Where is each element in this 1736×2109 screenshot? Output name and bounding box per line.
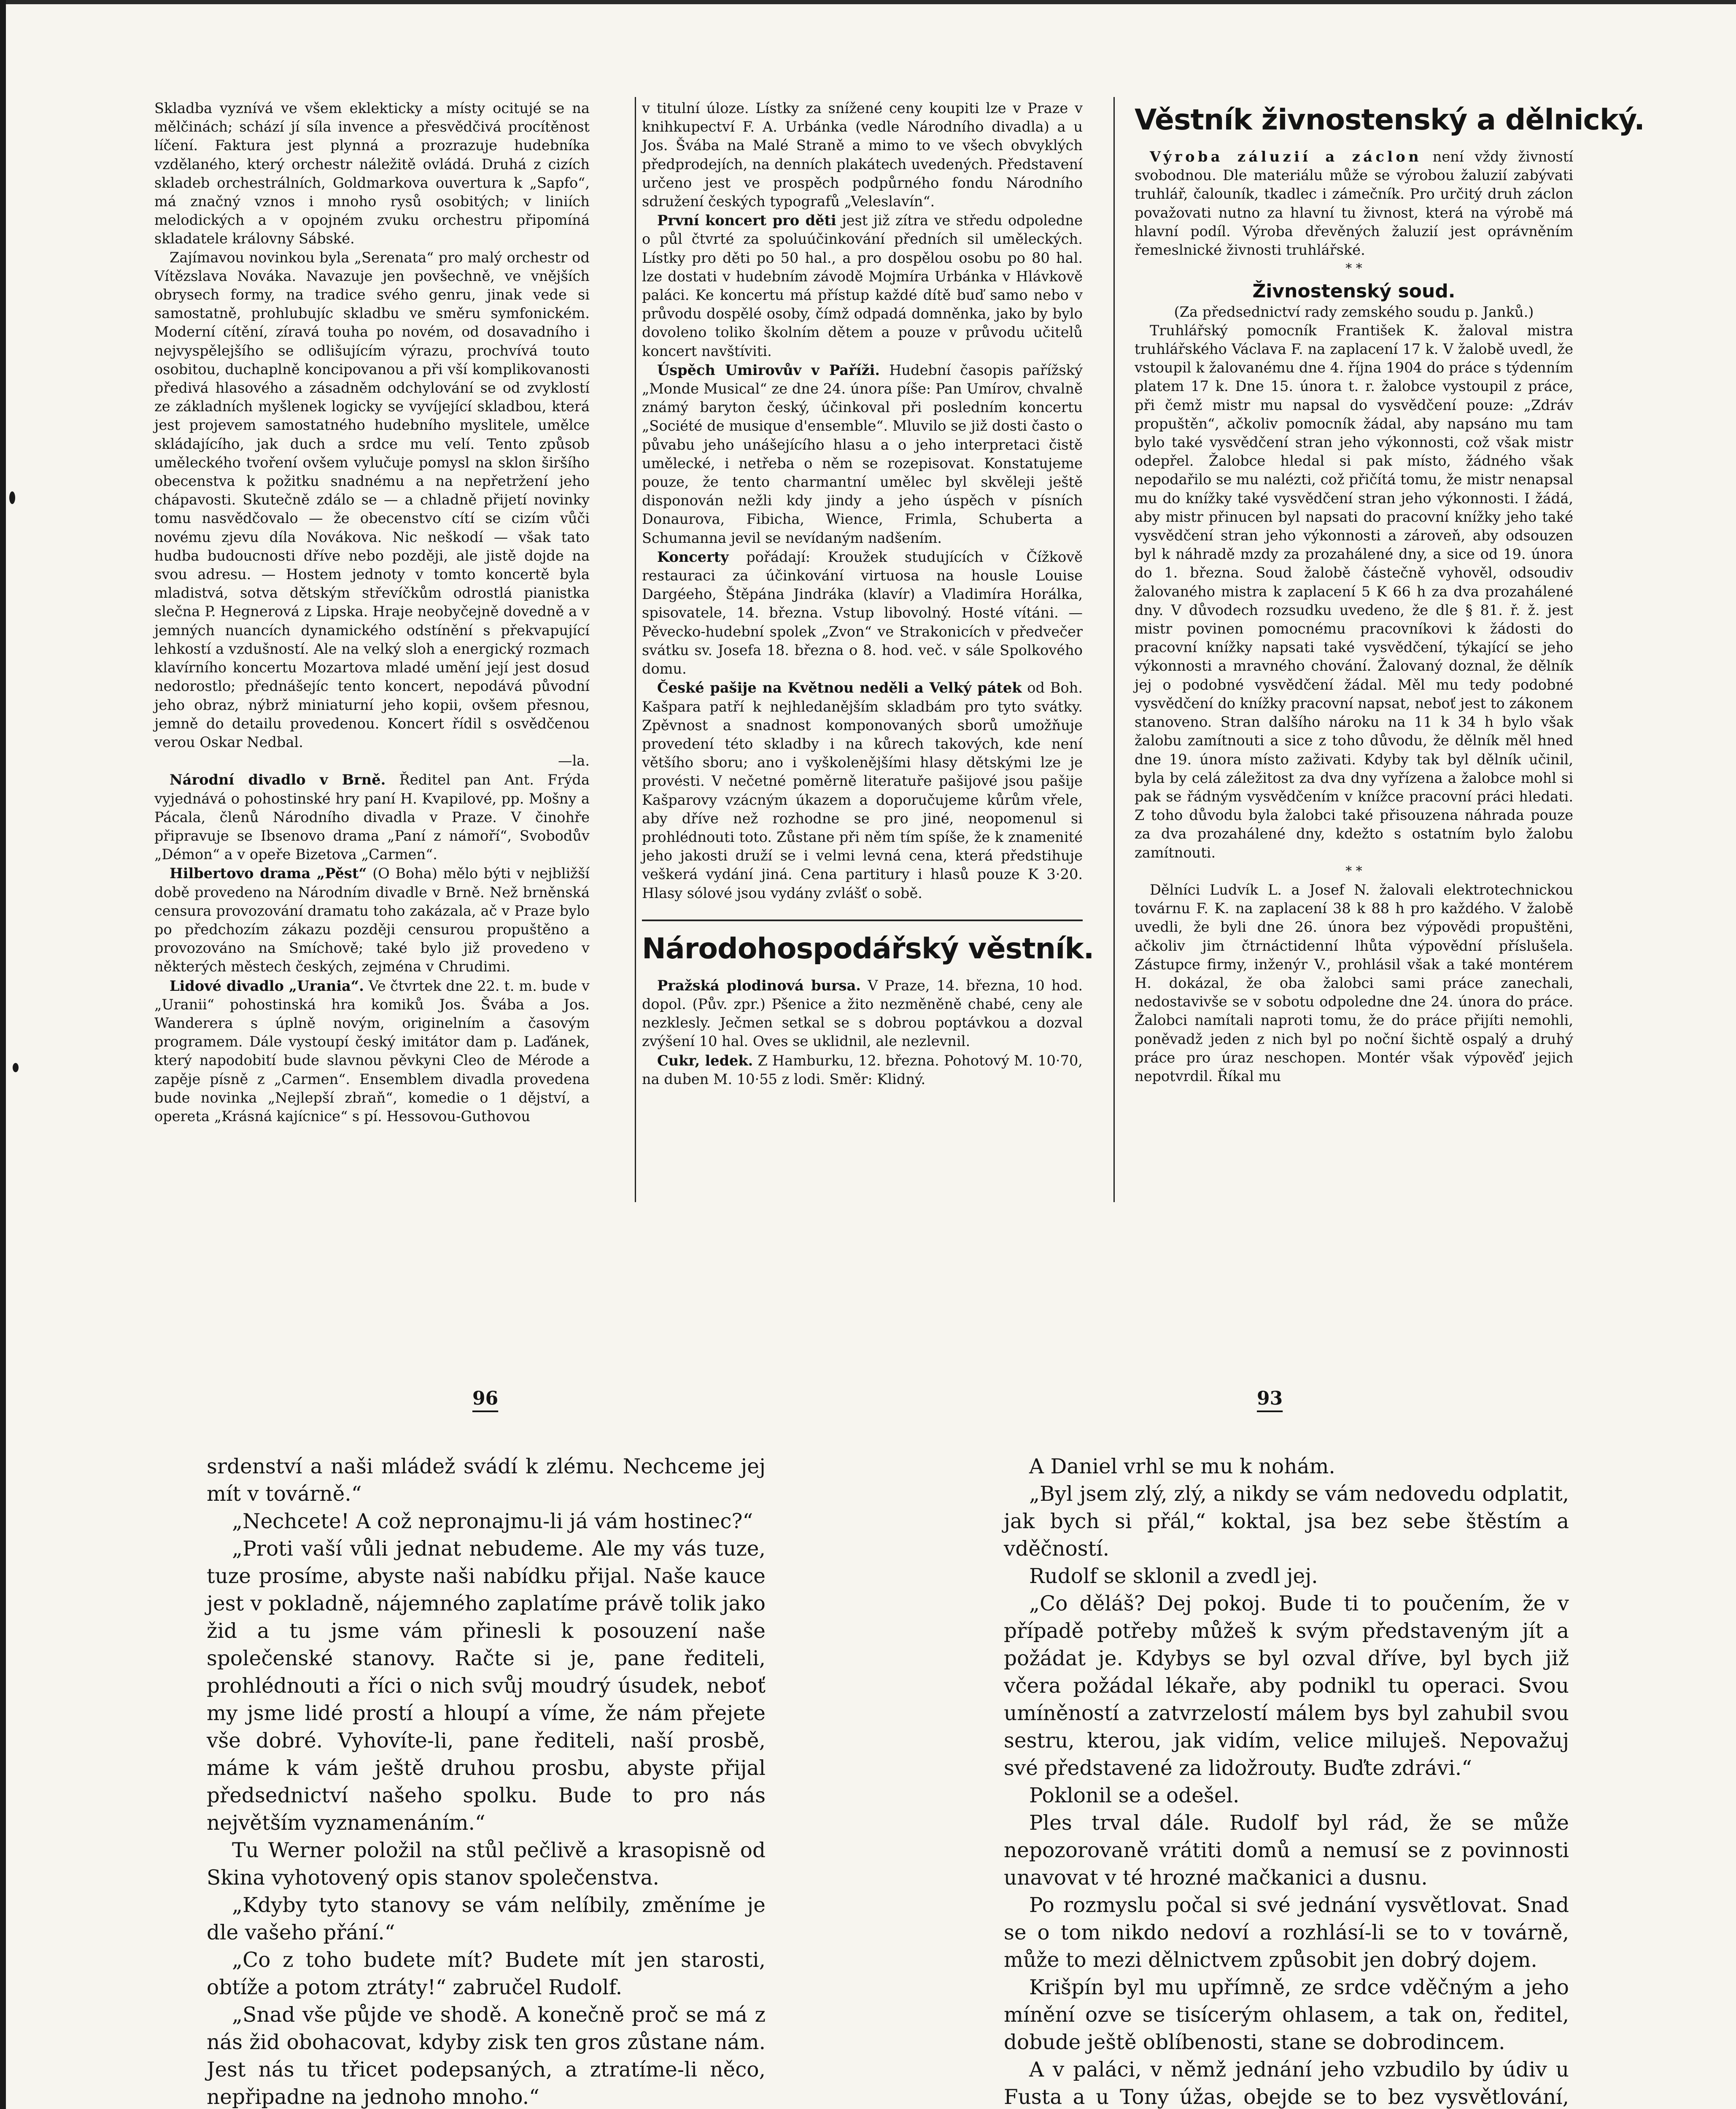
news-column-left [154,99,590,1126]
article-heading: Výroba záluzií a záclon [1150,148,1422,165]
separator-stars: * * [1345,261,1362,276]
article-text: v titulní úloze. Lístky za snížené ceny koupiti lze v Praze v knihkupectví F. A. Urbánka (vedle Národního divadla) a u Jos. Švába na Malé Straně a mimo to ve všech obvyklých předprodejích, na denních plakátech uvedených. Představení určeno jest ve prospěch podpůrného fondu Národního sdružení českých typografů „Veleslavín“. [642,100,1083,210]
book-paragraph: „Co z toho budete mít? Budete mít jen starosti, obtíže a potom ztráty!“ zabručel Rudolf. [207,1948,766,1999]
book-paragraph: „Byl jsem zlý, zlý, a nikdy se vám nedovedu odplatit, jak bych si přál,“ koktal, jsa bez sebe štěstím a vděčností. [1004,1482,1569,1561]
article-heading: Cukr, ledek. [657,1052,753,1069]
article-text: (O Boha) mělo býti v nejbližší době provedeno na Národním divadle v Brně. Než brněnská censura provozování dramatu toho zakázala, ač v Praze bylo po předchozím zákazu později censurou propuštěno a provozováno na Smíchově; také bylo již provedeno v některých městech českých, zejména v Chrudimi. [154,865,590,975]
article-heading: Úspěch Umirovův v Paříži. [657,361,880,378]
article-heading: Koncerty [657,548,729,565]
article-text: Z Hamburku, 12. března. Pohotový M. 10·70, na duben M. 10·55 z lodi. Směr: Klidný. [642,1052,1083,1087]
book-paragraph: Po rozmyslu počal si své jednání vysvětlovat. Snad se o tom nikdo nedoví a rozhlásí-li se to v továrně, může to mezi dělnictvem způsobit jen dobrý dojem. [1004,1893,1569,1972]
court-title: Živnostenský soud. [1252,280,1456,302]
article-heading: Národní divadlo v Brně. [170,771,386,788]
book-paragraph: „Kdyby tyto stanovy se vám nelíbily, změníme je dle vašeho přání.“ [207,1893,766,1944]
court-note: (Za předsednictví rady zemského soudu p. Janků.) [1174,303,1534,320]
article-blinds [1135,147,1573,259]
article-umirov-paris [642,361,1083,547]
article-signature: —la. [558,752,590,769]
article-text: Zajímavou novinkou byla „Serenata“ pro malý orchestr od Vítězslava Nováka. Navazuje jen povšechně, ve vnějších obrysech formy, na tradice svého genru, jinak vede si samostatně, prohlubujíc skladbu ve směru symfonickém. Moderní cítění, zíravá touha po novém, od dosavadního i nejvyspělejšího se odlišujícím výrazu, prochvívá touto osobitou, duchaplně koncipovanou a při vší komplikovanosti předivá hlasového a zásadněm odchylování se od zvyklostí ze základních myšlenek logicky se vyvíjející skladbou, která jest projevem samostatného hudebního myslitele, umělce skládajícího, jak duch a srdce mu velí. Tento způsob uměleckého tvoření ovšem vylučuje pomysl na sklon širšího obecenstva k požitku snadnému a na nepřetržení jeho chápavosti. Skutečně zdálo se — a chladně přijetí novinky tomu nasvědčovalo — že obecenstvo cítí se cizím vůči novému zjevu díla Novákova. Nic neškodí — však tato hudba budoucnosti dříve nebo později, ale jistě dojde na svou adresu. — Hostem jednoty v tomto koncertě byla mladistvá, sotva dětským střevíčkům odrostlá pianistka slečna P. Hegnerová z Lipska. Hraje neobyčejně dovedně a v jemných nuancích dynamického odstínění s překvapující lehkostí a vzdušností. Ale na velký sloh a energický rozmach klavírního koncertu Mozartova mladé umění její jest dosud nedorostlo; přednášejíc tento koncert, nepodává původní jeho obraz, nýbrž miniaturní jeho kopii, ovšem přesnou, jemně do detailu provedenou. Koncert řídil s osvědčenou verou Oskar Nedbal. [154,249,590,750]
article-text: Skladba vyznívá ve všem eklekticky a místy ocitujé se na mělčinách; schází jí síla invence a přesvědčivá procítěnost líčení. Faktura jest plynná a prozrazuje hudebníka vzdělaného, který orchestr náležitě ovládá. Druhá z cizích skladeb orchestrálních, Goldmarkova ouvertura k „Sapfo“, má značný vznos i mnoho rysů osobitých; v liniích melodických a v opojném zvuku orchestru připomíná skladatele královny Sábské. [154,100,590,247]
article-passions [642,678,1083,902]
article-heading: Pražská plodinová bursa. [657,976,861,994]
article-national-theatre-brno [154,770,590,864]
article-text: jest již zítra ve středu odpoledne o půl čtvrté za spoluúčinkování předních sil uměleckých. Lístky pro děti po 50 hal., a pro dospělou osobu po 80 hal. lze dostati v hudebním závodě Mojmíra Urbánka v Hlávkově paláci. Ke koncertu má přístup každé dítě buď samo nebo v průvodu dospělé osoby, čímž odpadá domněnka, jako by bylo dovoleno toliko školním dětem a pouze v průvodu učitelů koncert navštíviti. [642,212,1083,359]
book-paragraph: A v paláci, v němž jednání jeho vzbudilo by údiv u Fusta a u Tony úžas, obejde se to bez vysvětlování, [1004,2058,1569,2109]
scan-edge-top [0,0,1736,4]
section-divider [642,920,1083,921]
section-title-trade: Věstník živnostenský a dělnický. [1135,103,1644,137]
article-text: Dělníci Ludvík L. a Josef N. žalovali elektrotechnickou továrnu F. K. na zaplacení 38 k 88 h pro každého. V žalobě uvedli, že byli dne 26. února bez výpovědi propuštěni, ačkoliv jim čtrnáctidenní lhůta výpovědní příslušela. Zástupce firmy, inženýr V., prohlásil však a také montérem H. dokázal, že oba žalobci sami práce zanechali, nedostavivše se v sobotu odpoledne dne 24. února do práce. Žalobci namítali naproti tomu, že do práce přijíti nemohli, poněvadž jeden z nich byl po noční šichtě ospalý a druhý práce pro úraz neschopen. Montér však výpověď jejich nepotvrdil. Říkal mu [1135,881,1573,1084]
book-paragraph: „Proti vaší vůli jednat nebudeme. Ale my vás tuze, tuze prosíme, abyste naši nabídku přijal. Naše kauce jest v pokladně, nájemného zaplatíme právě tolik jako žid a tu jsme vám přinesli k posouzení naše společenské stanovy. Račte si je, pane řediteli, prohlédnouti a říci o nich svůj moudrý úsudek, neboť my jsme lidé prostí a hloupí a víme, že nám přejete vše dobré. Vyhovíte-li, pane řediteli, naší prosbě, máme k vám ještě druhou prosbu, abyste přijal předsednictví našeho spolku. Bude to pro nás největším vyznamenáním.“ [207,1537,766,1835]
article-children-concert [642,211,1083,361]
article-grain-exchange [642,976,1083,1051]
article-heading: České pašije na Květnou neděli a Velký pátek [657,679,1022,696]
book-paragraph: „Co děláš? Dej pokoj. Bude ti to poučením, že v případě potřeby můžeš k svým představeným jít a požádat je. Kdybys se byl ozval dříve, byl bych již včera požádal lékaře, aby podnikl tu operaci. Svou umíněností a zatvrzelostí málem bys byl zahubil svou sestru, kterou, jak vidím, velice miluješ. Nepovažuj své představené za lidožrouty. Buďte zdrávi.“ [1004,1592,1569,1780]
article-urania [154,976,590,1126]
scan-blemish [9,491,15,504]
article-concerts [642,547,1083,678]
article-text: pořádají: Kroužek studujících v Čížkově restauraci za účinkování virtuosa na housle Louise Dargéeho, Štěpána Jindráka (klavír) a Vladimíra Horálka, spisovatele, 14. března. Vstup libovolný. Hosté vítáni. — Pěvecko-hudební spolek „Zvon“ ve Strakonicích v předvečer svátku sv. Josefa 18. března o 8. hod. več. v sále Spolkového domu. [642,548,1083,677]
article-text: Truhlářský pomocník František K. žaloval mistra truhlářského Václava F. na zaplacení 17 k. V žalobě uvedl, že vstoupil k žalovanému dne 4. října 1904 do práce s týdenním platem 17 k. Dne 15. února t. r. žalobce vystoupil z práce, při čemž mistr mu napsal do vysvědčení pouze: „Zdráv propuštěn“, ačkoliv pomocník žádal, aby napsáno mu tam bylo také vysvědčení stran jeho výkonnosti, což však mistr odepřel. Žalobce hledal si pak místo, žádného však nepodařilo se mu nalézti, což přičítá tomu, že mistr nenapsal mu do knížky také vysvědčení stran jeho výkonnosti. I žádá, aby mistr přinucen byl napsati do pracovní knížky jeho také vysvědčení stran jeho výkonnosti a zároveň, aby odsouzen byl k náhradě mzdy za prozahálené dny, a sice od 19. února do 1. března. Soud žalobě částečně vyhověl, odsoudiv žalovaného mistra k zaplacení 5 K 66 h za dva prozahálené dny. V důvodech rozsudku uvedeno, že dle § 81. ř. ž. jest mistr povinen pomocnému pracovníkovi k žádosti do pracovní knížky napsati také vysvědčení, týkající se jeho výkonnosti a mravného chování. Žalovaný doznal, že dělník jej o podobné vysvědčení žádal. Měl mu tedy podobné vysvědčení do knížky pracovní napsat, neboť jest to zákonem stanoveno. Stran dalšího nároku na 11 k 34 h bylo však žalobu zamítnouti a sice z toho důvodu, že dělník měl hned dne 19. února místo zaživati. Kdyby tak byl dělník učinil, byla by celá záležitost za dva dny vyřízena a žalobce mohl si pak se řádným vysvědčením v knížce pracovní práci hledati. Z toho důvodu byla žalobci také přisouzena náhrada pouze za dva prozahálené dny, kdežto s ostatním bylo žalobu zamítnouti. [1135,322,1573,861]
book-page-right [1004,1453,1569,2109]
book-paragraph: Krišpín byl mu upřímně, ze srdce vděčným a jeho mínění ozve se tisícerým ohlasem, a tak on, ředitel, dobude ještě oblíbenosti, stane se dobrodincem. [1004,1976,1569,2054]
section-title-economy: Národohospodářský věstník. [642,932,1094,966]
book-paragraph: „Nechcete! A což nepronajmu-li já vám hostinec?“ [232,1510,753,1533]
article-heading: První koncert pro děti [657,212,836,229]
page-number-left: 96 [472,1388,499,1409]
scan-edge-left [0,0,6,2109]
article-heading: Lidové divadlo „Urania“. [170,977,364,994]
article-text: V Praze, 14. března, 10 hod. dopol. (Pův. zpr.) Pšenice a žito nezměněně chabé, ceny ale nezklesly. Ječmen setkal se s dobrou poptávkou a dozval zvýšení 10 hal. Oves se uklidnil, ale nezlevnil. [642,977,1083,1050]
article-text: Ředitel pan Ant. Frýda vyjednává o pohostinské hry paní H. Kvapilové, pp. Mošny a Pácala, členů Národního divadla v Praze. V činohře připravuje se Ibsenovo drama „Paní z námoří“, Svobodův „Démon“ a v opeře Bizetova „Carmen“. [154,771,590,863]
article-text: není vždy živností svobodnou. Dle materiálu může se výrobou žaluzií zabývati truhlář, čalouník, tkadlec i zámečník. Pro určitý druh záclon považovati nutno za hlavní tu živnost, která na výrobě má hlavní podíl. Výroba dřevěných žaluzií jest oprávněním řemeslnické živnosti truhlářské. [1135,148,1573,259]
news-column-right [1135,99,1644,1086]
article-text: Hudební časopis pařížský „Monde Musical“ ze dne 24. února píše: Pan Umírov, chvalně známý baryton český, účinkoval při posledním koncertu „Société de musique d'ensemble“. Mluvilo se již dosti často o půvabu jeho unášejícího hlasu a o jeho interpretaci čistě umělecké, i netřeba o něm se rozepisovat. Konstatujeme pouze, že tento charmantní umělec byl skvěleji ještě disponován nežli kdy jindy a jeho úspěch v písních Donaurova, Fibicha, Wience, Frimla, Schuberta a Schumanna jevil se nevídaným nadšením. [642,361,1083,546]
article-text: Ve čtvrtek dne 22. t. m. bude v „Uranii“ pohostinská hra komiků Jos. Švába a Jos. Wanderera s úplně novým, originelním a časovým programem. Dále vystoupí český imitátor dam p. Laďánek, který napodobití bude slavnou pěvkyni Cleo de Mérode a zapěje písně z „Carmen“. Ensemblem divadla provedena bude novinka „Nejlepší zbraň“, komedie o 1 dějství, a opereta „Krásná kajícnice“ s pí. Hessovou-Guthovou [154,977,590,1125]
column-rule [1113,97,1115,1202]
book-paragraph: Ples trval dále. Rudolf byl rád, že se může nepozorovaně vrátiti domů a nemusí se z povinnosti unavovat v té hrozné mačkanici a dusnu. [1004,1811,1569,1890]
book-paragraph: Poklonil se a odešel. [1029,1784,1240,1807]
separator-stars: * * [1345,863,1362,879]
book-page-left [207,1453,766,2109]
article-hilbert-drama [154,864,590,976]
book-paragraph: Rudolf se sklonil a zvedl jej. [1029,1564,1318,1588]
scan-blemish [13,1063,19,1072]
book-paragraph: A Daniel vrhl se mu k nohám. [1029,1455,1335,1478]
article-heading: Hilbertovo drama „Pěst“ [170,865,367,882]
article-text: od Boh. Kašpara patří k nejhledanějším skladbám pro tyto svátky. Zpěvnost a snadnost komponovaných sborů umožňuje provedení této skladby i na kůrech takových, kde není většího sboru; ano i vyškolenějšími hlasy dětskými lze je provésti. V nečetné poměrně literatuře pašijové jsou pašije Kašparovy vzácným úkazem a doporučujeme kůrům vřele, aby dříve než rozhodne se pro jiné, neopomenul si prohlédnouti toto. Zůstane při něm tím spíše, že k znamenité jeho jakosti druží se i velmi levná cena, která předstihuje veškerá vydání jiná. Cena partitury i hlasů pouze K 3·20. Hlasy sólové jsou vydány zvlášť o sobě. [642,680,1083,901]
book-paragraph: Tu Werner položil na stůl pečlivě a krasopisně od Skina vyhotovený opis stanov společenstva. [207,1839,766,1890]
article-sugar [642,1051,1083,1089]
page-number-right: 93 [1257,1388,1283,1409]
book-paragraph: srdenství a naši mládež svádí k zlému. Nechceme jej mít v továrně.“ [207,1455,766,1506]
news-column-middle [642,99,1094,1089]
column-rule [635,97,636,1202]
book-paragraph: „Snad vše půjde ve shodě. A konečně proč se má z nás žid obohacovat, kdyby zisk ten gros zůstane nám. Jest nás tu třicet podepsaných, a ztratíme-li něco, nepřipadne na jednoho mnoho.“ [207,2003,766,2109]
